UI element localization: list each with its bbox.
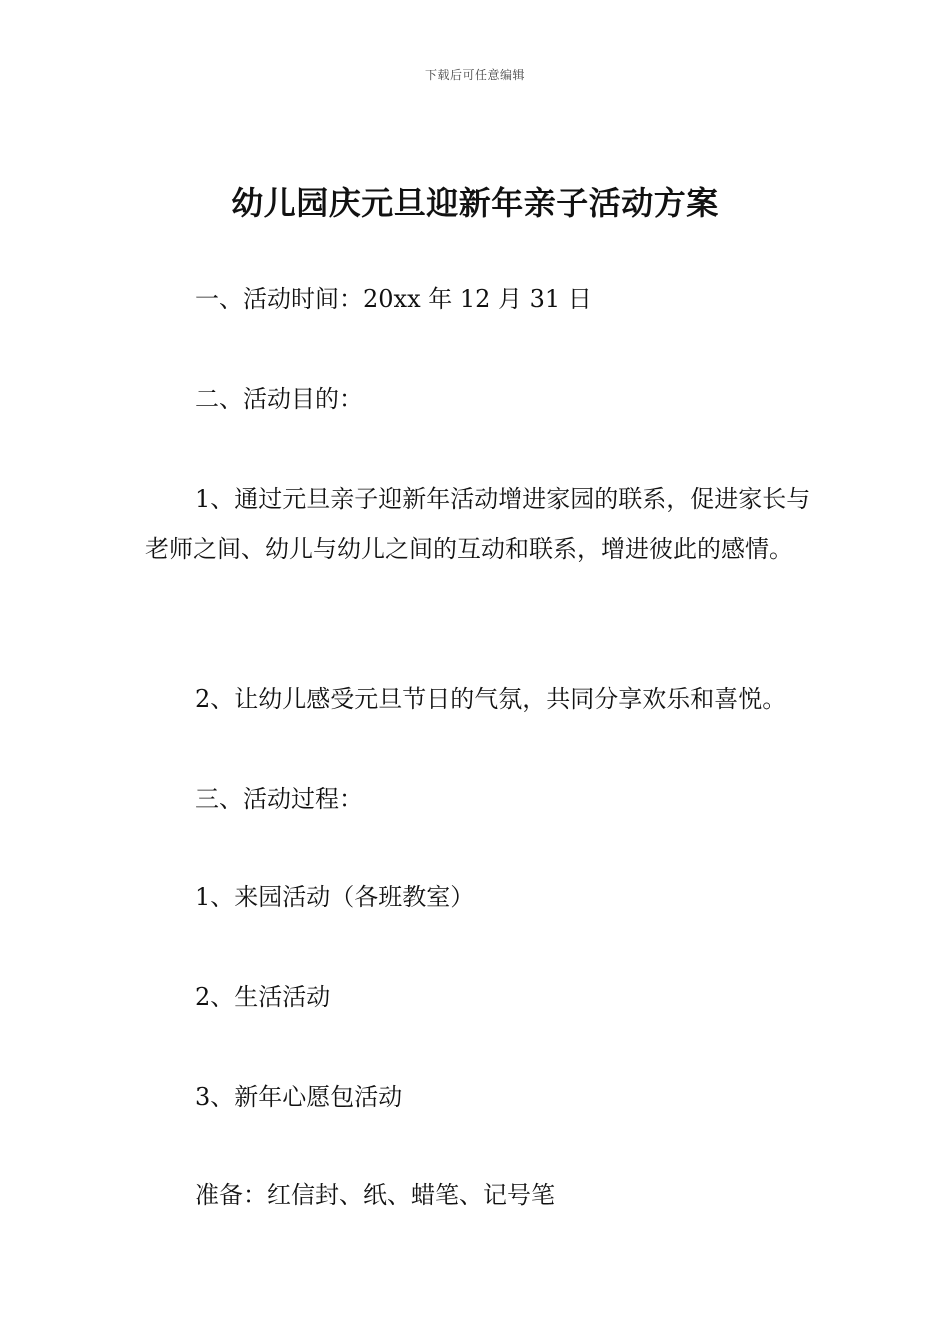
purpose-heading: 二、活动目的： (195, 385, 363, 413)
process-item-3: 3、新年心愿包活动 (195, 1083, 403, 1111)
preparation-list: 准备：红信封、纸、蜡笔、记号笔 (195, 1181, 555, 1209)
process-item-2: 2、生活活动 (195, 983, 331, 1011)
activity-time: 一、活动时间：20xx 年 12 月 31 日 (195, 285, 592, 313)
header-note: 下载后可任意编辑 (424, 68, 525, 82)
purpose-item-1: 1、通过元旦亲子迎新年活动增进家园的联系，促进家长与老师之间、幼儿与幼儿之间的互动和联系，增进彼此的感情。 (145, 485, 811, 563)
process-heading: 三、活动过程： (195, 785, 363, 813)
purpose-item-2: 2、让幼儿感受元旦节日的气氛，共同分享欢乐和喜悦。 (195, 685, 787, 713)
document-title: 幼儿园庆元旦迎新年亲子活动方案 (231, 184, 719, 222)
process-item-1: 1、来园活动（各班教室） (195, 883, 475, 911)
